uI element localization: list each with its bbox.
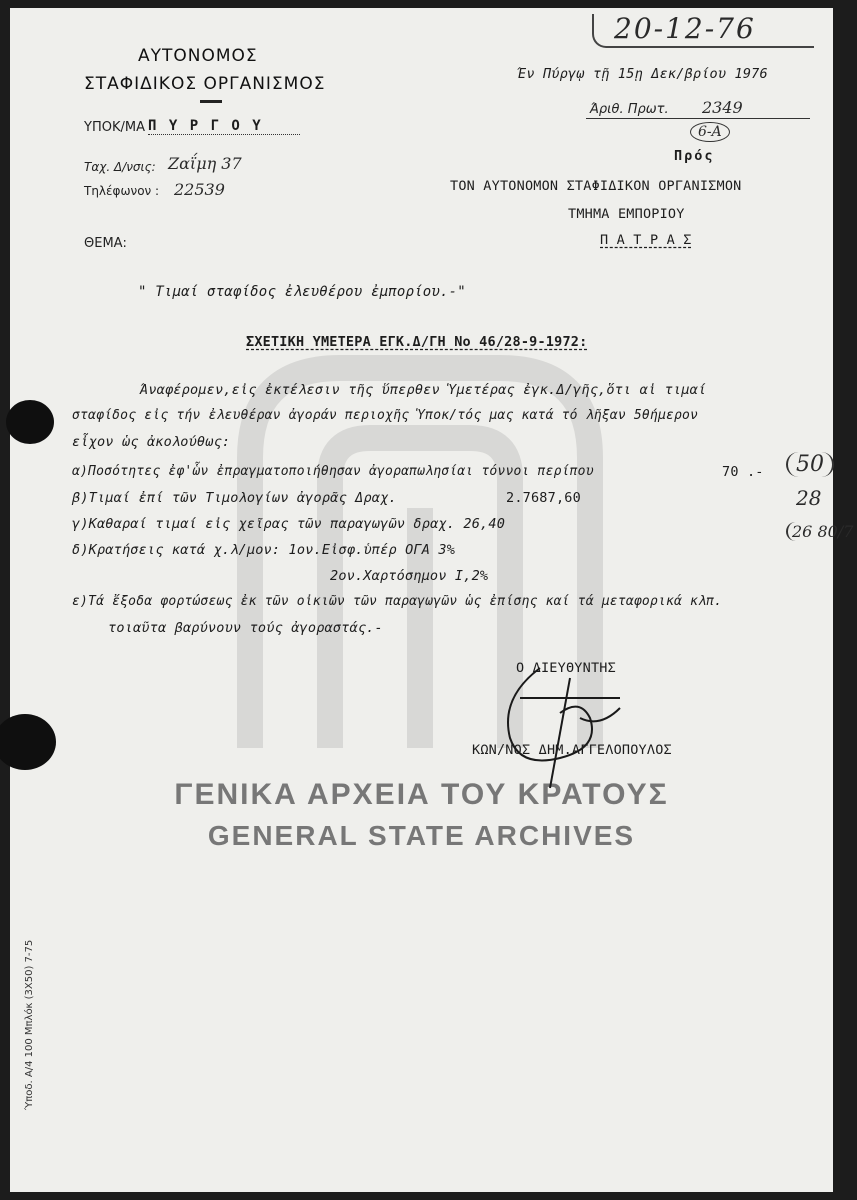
margin-note-b: 28 bbox=[796, 486, 822, 510]
item-b-text: β)Τιμαί ἐπί τῶν Τιμολογίων ἀγορᾶς Δραχ. bbox=[72, 490, 397, 506]
signatory-name: ΚΩΝ/ΝΟΣ ΔΗΜ.ΑΓΓΕΛΟΠΟΥΛΟΣ bbox=[472, 742, 672, 758]
org-name-line2: ΣΤΑΦΙΔΙΚΟΣ ΟΡΓΑΝΙΣΜΟΣ bbox=[84, 74, 326, 94]
recipient-line2: ΤΜΗΜΑ ΕΜΠΟΡΙΟΥ bbox=[568, 206, 685, 222]
address-value: Ζαΐμη 37 bbox=[168, 154, 242, 173]
protocol-label: Άριθ. Πρωτ. bbox=[590, 102, 669, 117]
header-divider bbox=[200, 100, 222, 103]
watermark-line-english: GENERAL STATE ARCHIVES bbox=[207, 820, 636, 851]
body-line-1: Άναφέρομεν,εἰς ἐκτέλεσιν τῆς ὕπερθεν Ὑμετέρας ἐγκ.Δ/γῆς,ὅτι αἱ τιμαί bbox=[140, 382, 707, 398]
branch-value: Π Υ Ρ Γ Ο Υ bbox=[148, 118, 300, 135]
item-a-text: α)Ποσότητες ἐφ'ὧν ἐπραγματοποιήθησαν ἀγοραπωλησίαι τόννοι περίπου bbox=[72, 464, 594, 479]
item-e-line1: ε)Τά ἔξοδα φορτώσεως ἐκ τῶν οἰκιῶν τῶν παραγωγῶν ὡς ἐπίσης καί τά μεταφορικά κλπ. bbox=[72, 594, 723, 609]
handwritten-date: 20-12-76 bbox=[614, 12, 756, 45]
place-date: Έν Πύργῳ τῇ 15ῃ Δεκ/βρίου 1976 bbox=[518, 66, 768, 82]
handwritten-date-bracket bbox=[592, 14, 814, 48]
recipient-line1: ΤΟΝ ΑΥΤΟΝΟΜΟΝ ΣΤΑΦΙΔΙΚΟΝ ΟΡΓΑΝΙΣΜΟΝ bbox=[450, 178, 742, 194]
signatory-title: Ο ΔΙΕΥΘΥΝΤΗΣ bbox=[516, 660, 616, 676]
protocol-note: 6-Α bbox=[690, 122, 730, 142]
item-b-value: 2.7687,60 bbox=[506, 490, 581, 506]
to-label: Πρός bbox=[674, 148, 715, 164]
body-line-3: εἶχον ὡς ἀκολούθως: bbox=[72, 434, 231, 450]
margin-note-a: 50 bbox=[786, 452, 834, 477]
ink-blot-top bbox=[6, 400, 54, 444]
item-d-line2: 2ον.Χαρτόσημον Ι,2% bbox=[330, 568, 489, 584]
subject-label: ΘΕΜΑ: bbox=[84, 236, 127, 251]
document-page bbox=[10, 8, 854, 1192]
watermark-line-greek: ΓΕΝΙΚΑ ΑΡΧΕΙΑ ΤΟΥ ΚΡΑΤΟΥΣ bbox=[174, 778, 669, 811]
address-label: Ταχ. Δ/νσις: bbox=[84, 160, 156, 174]
phone-label: Τηλέφωνον : bbox=[84, 184, 160, 198]
subject-text: " Τιμαί σταφίδος ἐλευθέρου ἐμπορίου.-" bbox=[138, 284, 466, 300]
protocol-value: 2349 bbox=[702, 98, 743, 117]
form-code: Ύποδ. Α/4 100 Μπλόκ (3Χ50) 7-75 bbox=[24, 939, 35, 1110]
margin-note-g: 26 80/7 bbox=[786, 522, 857, 541]
reference-line: ΣΧΕΤΙΚΗ ΥΜΕΤΕΡΑ ΕΓΚ.Δ/ΓΗ Νο 46/28-9-1972: bbox=[246, 334, 588, 350]
phone-value: 22539 bbox=[174, 180, 225, 199]
ink-blot-bottom bbox=[0, 714, 56, 770]
recipient-line3: Π Α Τ Ρ Α Σ bbox=[600, 232, 692, 248]
handwritten-signature bbox=[480, 658, 640, 798]
item-g-text: γ)Καθαραί τιμαί εἰς χεῖρας τῶν παραγωγῶν δραχ. 26,40 bbox=[72, 516, 506, 532]
protocol-rule bbox=[586, 118, 810, 119]
body-line-2: σταφίδος εἰς τήν ἐλευθέραν ἀγοράν περιοχῆς Ὑποκ/τός μας κατά τό λῆξαν 5θήμερον bbox=[72, 408, 699, 423]
item-a-value: 70 .- bbox=[722, 464, 764, 480]
org-name-line1: ΑΥΤΟΝΟΜΟΣ bbox=[138, 46, 258, 66]
item-e-line2: τοιαῦτα βαρύνουν τούς ἀγοραστάς.- bbox=[108, 620, 383, 636]
item-d-line1: δ)Κρατήσεις κατά χ.λ/μον: 1ον.Εἰσφ.ὑπέρ ΟΓΑ 3% bbox=[72, 542, 456, 558]
branch-label: ΥΠΟΚ/ΜΑ bbox=[84, 120, 145, 135]
